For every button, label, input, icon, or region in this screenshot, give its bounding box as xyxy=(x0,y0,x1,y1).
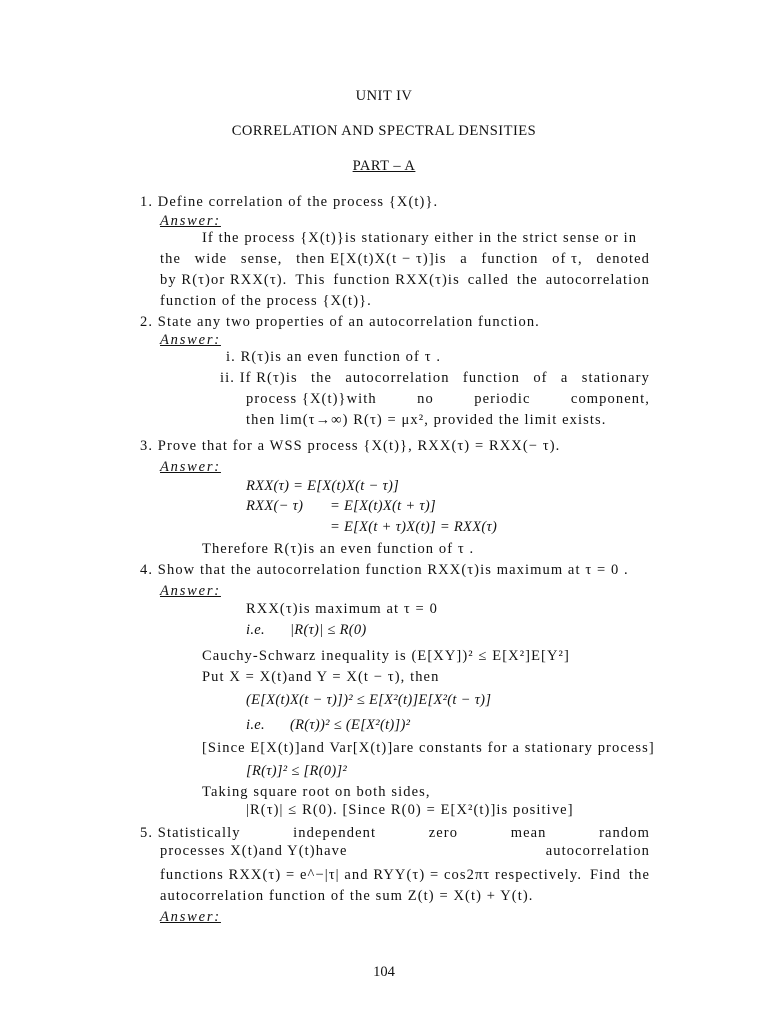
question-3: 3. Prove that for a WSS process {X(t)}, RXX(τ) = RXX(− τ). xyxy=(140,438,561,454)
q4-cauchy-schwarz: Cauchy-Schwarz inequality is (E[XY])² ≤ E[X²]E[Y²] xyxy=(202,648,570,664)
q4-inequality: (E[X(t)X(t − τ)])² ≤ E[X²(t)]E[X²(t − τ)] xyxy=(246,692,492,708)
q2-property-ii-line-1: ii. If R(τ)is the autocorrelation function of a stationary xyxy=(220,370,650,386)
q4-step-2: |R(τ)| ≤ R(0) xyxy=(290,622,367,638)
question-5-line-3: functions RXX(τ) = e^−|τ| and RYY(τ) = cos2πτ respectively. Find the xyxy=(160,867,650,883)
q3-equation-3: = E[X(t + τ)X(t)] = RXX(τ) xyxy=(330,519,498,535)
q3-equation-2-rhs: = E[X(t)X(t + τ)] xyxy=(330,498,436,514)
q4-step-1: RXX(τ)is maximum at τ = 0 xyxy=(246,601,438,617)
q4-square-root: Taking square root on both sides, xyxy=(202,784,431,800)
q4-ie-label: i.e. xyxy=(246,622,265,638)
q3-equation-1: RXX(τ) = E[X(t)X(t − τ)] xyxy=(246,478,400,494)
q1-answer-line-4: function of the process {X(t)}. xyxy=(160,293,372,309)
page-number: 104 xyxy=(373,964,395,980)
question-1: 1. Define correlation of the process {X(t)}. xyxy=(140,194,439,210)
q3-equation-2-lhs: RXX(− τ) xyxy=(246,498,304,514)
question-5-line-4: autocorrelation function of the sum Z(t) = X(t) + Y(t). xyxy=(160,888,534,904)
q4-final: |R(τ)| ≤ R(0). [Since R(0) = E[X²(t)]is positive] xyxy=(246,802,574,818)
q2-property-i: i. R(τ)is an even function of τ . xyxy=(226,349,442,365)
answer-label: Answer: xyxy=(160,213,221,229)
q2-property-ii-line-2: process {X(t)}with no periodic component, xyxy=(246,391,650,407)
q1-answer-line-1: If the process {X(t)}is stationary either in the strict sense or in xyxy=(202,230,638,246)
answer-label: Answer: xyxy=(160,332,221,348)
q4-squared-inequality: (R(τ))² ≤ (E[X²(t)])² xyxy=(290,717,411,733)
question-4: 4. Show that the autocorrelation function RXX(τ)is maximum at τ = 0 . xyxy=(140,562,629,578)
question-2: 2. State any two properties of an autocorrelation function. xyxy=(140,314,540,330)
q2-property-ii-line-3: then lim(τ→∞) R(τ) = μx², provided the limit exists. xyxy=(246,412,607,428)
q4-r-squared: [R(τ)]² ≤ [R(0)]² xyxy=(246,763,348,779)
question-5-line-2: processes X(t)and Y(t)have autocorrelation xyxy=(160,843,650,859)
q4-ie-label-2: i.e. xyxy=(246,717,265,733)
chapter-title: CORRELATION AND SPECTRAL DENSITIES xyxy=(231,123,537,139)
unit-heading: UNIT IV xyxy=(355,88,413,104)
q4-put: Put X = X(t)and Y = X(t − τ), then xyxy=(202,669,440,685)
q1-answer-line-3: by R(τ)or RXX(τ). This function RXX(τ)is called the autocorrelation xyxy=(160,272,650,288)
answer-label: Answer: xyxy=(160,583,221,599)
part-heading: PART – A xyxy=(352,158,416,174)
q4-since-note: [Since E[X(t)]and Var[X(t)]are constants for a stationary process] xyxy=(202,740,655,756)
question-5-line-1: 5. Statistically independent zero mean random xyxy=(140,825,650,841)
q3-conclusion: Therefore R(τ)is an even function of τ . xyxy=(202,541,475,557)
answer-label: Answer: xyxy=(160,459,221,475)
answer-label: Answer: xyxy=(160,909,221,925)
q1-answer-line-2: the wide sense, then E[X(t)X(t − τ)]is a function of τ, denoted xyxy=(160,251,650,267)
